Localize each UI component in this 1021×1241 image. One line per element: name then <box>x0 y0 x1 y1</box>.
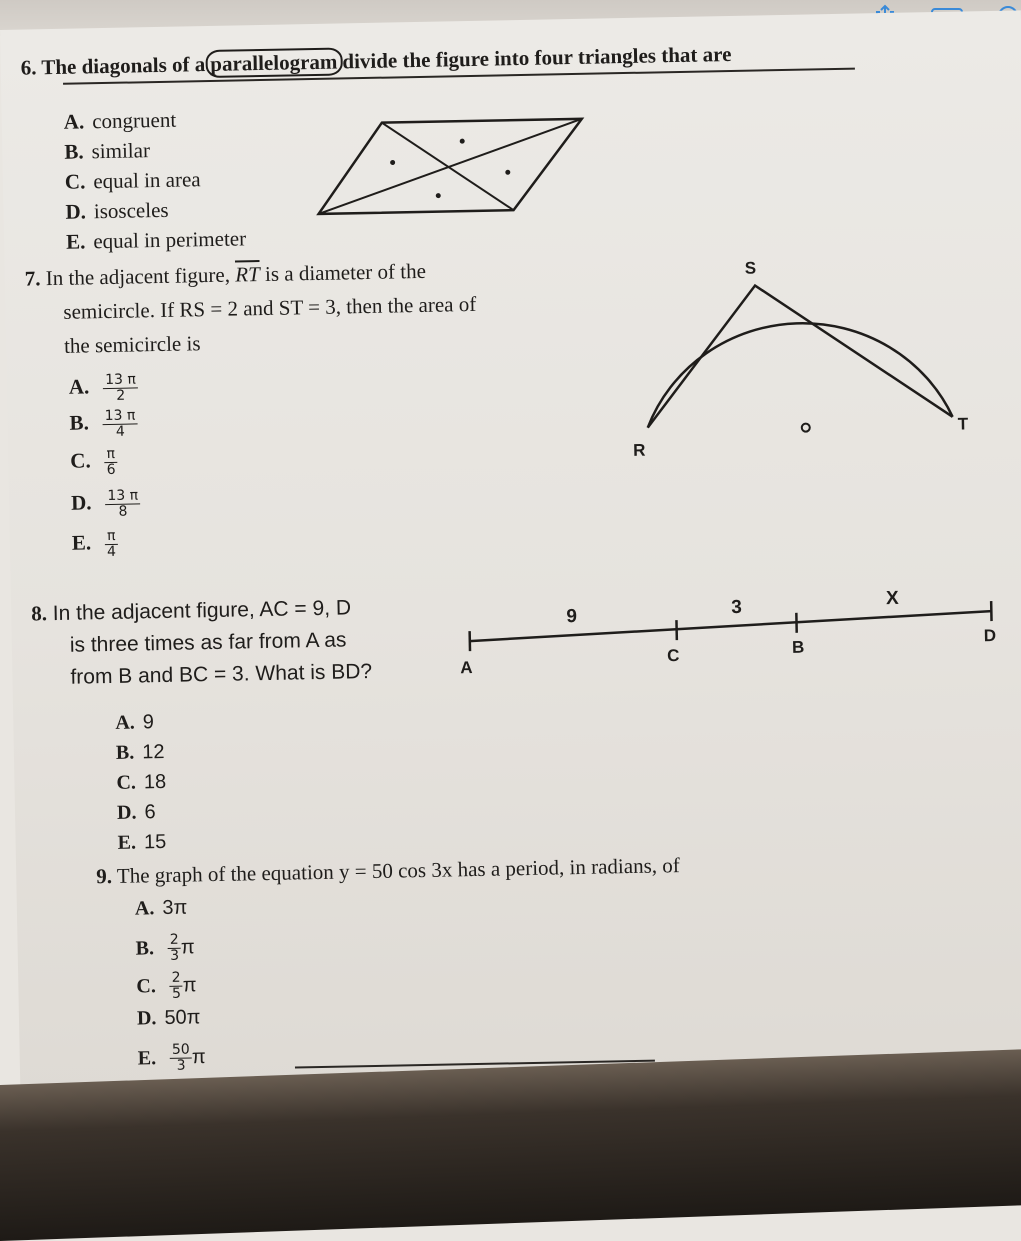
q8-line1: In the adjacent figure, AC = 9, D <box>52 596 352 626</box>
q9-option-d[interactable]: D. 50π <box>136 1006 201 1030</box>
q9-option-a[interactable]: A. 3π <box>134 896 188 920</box>
q7-option-a[interactable]: A. $\frac{13 \pi}{2}$ <box>69 372 139 409</box>
q7-line2: semicircle. If RS = 2 and ST = 3, then the area of <box>63 291 477 324</box>
q8-line3: from B and BC = 3. What is BD? <box>70 659 373 689</box>
q6-option-c[interactable]: C. equal in area <box>64 167 201 194</box>
q8-label-d: D <box>983 625 997 646</box>
q7-option-d[interactable]: D. $\frac{13 \pi}{8}$ <box>71 488 141 529</box>
worksheet-page <box>0 10 1021 1109</box>
q6-option-a[interactable]: A. congruent <box>63 107 177 134</box>
q8-label-a: A <box>460 658 473 678</box>
q9-option-c[interactable]: C. $\frac{2}{5}$ π <box>136 969 197 1002</box>
q6-option-b[interactable]: B. similar <box>64 138 151 164</box>
q8-option-d[interactable]: D. 6 <box>116 801 156 824</box>
q6-options <box>63 103 246 256</box>
q7-label-s: S <box>744 258 757 278</box>
q8-number: 8. <box>30 601 48 626</box>
q9-options <box>135 896 206 1079</box>
q7-line3: the semicircle is <box>63 331 201 358</box>
q9-option-b[interactable]: B. $\frac{2}{3}$ π <box>135 931 195 964</box>
q7-stem <box>24 253 477 364</box>
q6-text-after: divide the figure into four triangles that are <box>342 41 732 74</box>
q7-option-b[interactable]: B. $\frac{13 \pi}{4}$ <box>69 408 139 447</box>
q8-len-cb: 3 <box>731 596 743 619</box>
q6-parallelogram-figure <box>312 108 604 224</box>
q6-text-before: The diagonals of a <box>41 52 206 80</box>
q7-option-c[interactable]: C. $\frac{\pi}{6}$ <box>70 445 116 479</box>
q6-option-d[interactable]: D. isosceles <box>65 197 169 224</box>
q8-line2: is three times as far from A as <box>69 628 347 657</box>
q9-stem <box>96 853 680 889</box>
q7-options <box>69 372 142 569</box>
q8-len-bd: X <box>885 587 899 610</box>
q7-semicircle-figure <box>604 246 988 483</box>
q9-text: The graph of the equation y = 50 cos 3x has a period, in radians, of <box>116 853 680 888</box>
q9-number: 9. <box>96 864 113 889</box>
q8-number-line-figure <box>451 576 1013 687</box>
q7-number: 7. <box>24 266 41 291</box>
q9-option-e[interactable]: E. $\frac{50}{3}$ π <box>137 1041 206 1074</box>
q6-number: 6. <box>20 55 37 80</box>
q8-stem <box>31 591 373 695</box>
q8-options <box>115 707 168 858</box>
q8-option-e[interactable]: E. 15 <box>117 830 167 854</box>
q7-label-r: R <box>633 440 646 460</box>
q7-line1a: In the adjacent figure, <box>45 262 231 291</box>
q7-option-e[interactable]: E. $\frac{\pi}{4}$ <box>71 527 117 561</box>
q6-highlight: parallelogram <box>205 47 343 78</box>
q6-stem <box>20 42 731 81</box>
q8-option-a[interactable]: A. 9 <box>115 711 155 734</box>
q7-segment-rt: $\overline{RT}$ <box>235 262 260 287</box>
q7-label-t: T <box>957 414 969 434</box>
q8-option-b[interactable]: B. 12 <box>115 740 165 764</box>
q7-line1b: is a diameter of the <box>264 258 427 286</box>
q6-option-e[interactable]: E. equal in perimeter <box>65 226 247 254</box>
q8-label-c: C <box>666 646 680 666</box>
q8-label-b: B <box>791 637 805 657</box>
q8-option-c[interactable]: C. 18 <box>116 770 167 794</box>
q8-len-ac: 9 <box>566 606 578 628</box>
